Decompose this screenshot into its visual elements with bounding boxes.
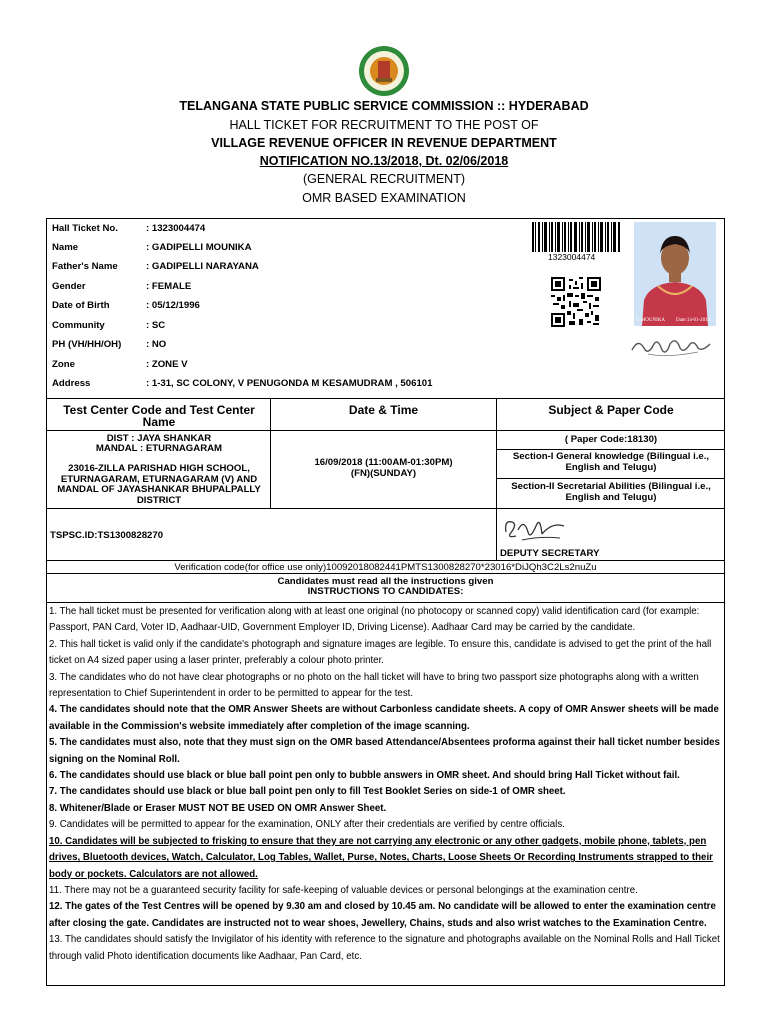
divider bbox=[496, 508, 497, 560]
center-name: 23016-ZILLA PARISHAD HIGH SCHOOL, ETURNAGARAM, ETURNAGARAM (V) AND MANDAL OF JAYASHANKAR BHUPALPALLY DISTRICT bbox=[57, 463, 261, 506]
exam-session: (FN)(SUNDAY) bbox=[350, 468, 417, 479]
label-father-name: Father's Name bbox=[52, 261, 118, 272]
value-father-name: : GADIPELLI NARAYANA bbox=[146, 261, 259, 272]
hall-ticket-title: HALL TICKET FOR RECRUITMENT TO THE POST OF bbox=[229, 118, 539, 132]
instructions-heading-2: INSTRUCTIONS TO CANDIDATES: bbox=[307, 586, 464, 597]
verification-code: Verification code(for office use only)10092018082441PMTS1300828270*23016*DiJQh3C2Ls2nuZu bbox=[174, 562, 597, 573]
instructions-list bbox=[49, 604, 721, 965]
tspsc-logo bbox=[358, 45, 410, 97]
label-address: Address bbox=[52, 378, 91, 389]
instruction-item: 4. The candidates should note that the OMR Answer Sheets are without Carbonless candidate sheets. A copy of OMR Answer sheets will be made available in the Commission's website immediately after completion of the image scanning. bbox=[49, 704, 719, 732]
label-ph: PH (VH/HH/OH) bbox=[52, 339, 122, 350]
deputy-secretary-signature bbox=[500, 512, 570, 546]
exam-date-time: 16/09/2018 (11:00AM-01:30PM) bbox=[314, 457, 453, 468]
header-test-center: Test Center Code and Test Center Name bbox=[63, 403, 255, 429]
instruction-item: 7. The candidates should use black or blue ball point pen only to fill Test Booklet Series on side-1 of OMR sheet. bbox=[49, 786, 566, 798]
instruction-item: 12. The gates of the Test Centres will be opened by 9.30 am and closed by 10.45 am. No candidate will be allowed to enter the examination centre after closing the gate. Candidates are instructed not to wear shoes, Jewellery, Chains, studs and also wrist watches to the Examination Centre. bbox=[49, 901, 716, 929]
label-hall-ticket: Hall Ticket No. bbox=[52, 223, 118, 234]
center-mandal: MANDAL : ETURNAGARAM bbox=[95, 443, 223, 454]
value-gender: : FEMALE bbox=[146, 281, 192, 292]
paper-code: ( Paper Code:18130) bbox=[564, 434, 658, 445]
barcode bbox=[532, 222, 620, 252]
value-dob: : 05/12/1996 bbox=[146, 300, 200, 311]
instruction-item: 10. Candidates will be subjected to frisking to ensure that they are not carrying any electronic or any other gadgets, mobile phone, tablets, pen drives, Bluetooth devices, Watch, Calculator, Log Tables, Wallet, Purse, Notes, Charts, Loose Sheets Or Recording Instruments strapped to their body or pockets. Calculators are not allowed. bbox=[49, 835, 713, 880]
candidate-signature bbox=[628, 332, 718, 362]
divider bbox=[496, 449, 725, 450]
candidate-photo bbox=[634, 222, 716, 326]
instruction-item: 11. There may not be a guaranteed security facility for safe-keeping of valuable devices or personal belongings at the examination centre. bbox=[49, 884, 638, 896]
divider bbox=[46, 573, 725, 574]
value-ph: : NO bbox=[146, 339, 167, 350]
value-hall-ticket: : 1323004474 bbox=[146, 223, 206, 234]
instructions-heading-1: Candidates must read all the instructions given bbox=[277, 576, 494, 587]
photo-date: Date:14-01-2018 bbox=[676, 318, 711, 323]
header-date-time: Date & Time bbox=[348, 403, 419, 417]
photo-caption: G.MOUNIKA bbox=[636, 318, 666, 323]
section-1: Section-I General knowledge (Bilingual i.e., English and Telugu) bbox=[512, 451, 710, 473]
value-community: : SC bbox=[146, 320, 166, 331]
label-name: Name bbox=[52, 242, 79, 253]
exam-type: OMR BASED EXAMINATION bbox=[302, 191, 466, 205]
label-zone: Zone bbox=[52, 359, 75, 370]
divider bbox=[496, 478, 725, 479]
divider bbox=[46, 602, 725, 603]
section-2: Section-II Secretarial Abilities (Bilingual i.e., English and Telugu) bbox=[511, 481, 711, 503]
value-name: : GADIPELLI MOUNIKA bbox=[146, 242, 252, 253]
instruction-item: 1. The hall ticket must be presented for verification along with at least one original (no photocopy or scanned copy) valid identification card (for example: Passport, PAN Card, Voter ID, Aadhaar-UID, Government Employer ID, Driving License). Aadhaar Card may be carried by the candidate. bbox=[49, 606, 700, 634]
instruction-item: 13. The candidates should satisfy the Invigilator of his identity with reference to the signature and photographs available on the Nominal Rolls and Hall Ticket through valid Photo identification documents like Aadhaar, Pan Card, etc. bbox=[49, 934, 720, 962]
post-title: VILLAGE REVENUE OFFICER IN REVENUE DEPARTMENT bbox=[211, 136, 557, 150]
instruction-item: 9. Candidates will be permitted to appear for the examination, ONLY after their credentials are verified by centre officials. bbox=[49, 819, 565, 831]
divider bbox=[46, 508, 725, 509]
qr-code bbox=[551, 277, 601, 327]
deputy-secretary: DEPUTY SECRETARY bbox=[500, 548, 600, 559]
divider bbox=[46, 398, 725, 399]
divider bbox=[46, 560, 725, 561]
divider bbox=[46, 430, 725, 431]
value-address: : 1-31, SC COLONY, V PENUGONDA M KESAMUDRAM , 506101 bbox=[146, 378, 433, 389]
label-community: Community bbox=[52, 320, 105, 331]
instruction-item: 6. The candidates should use black or blue ball point pen only to bubble answers in OMR sheet. And should bring Hall Ticket without fail. bbox=[49, 770, 680, 782]
notification-number: NOTIFICATION NO.13/2018, Dt. 02/06/2018 bbox=[259, 154, 509, 168]
center-dist: DIST : JAYA SHANKAR bbox=[106, 433, 212, 444]
tspsc-id: TSPSC.ID:TS1300828270 bbox=[50, 530, 164, 541]
instruction-item: 2. This hall ticket is valid only if the candidate's photograph and signature images are legible. To ensure this, candidate is advised to get the print of the hall ticket on A4 sized paper using a laser printer, preferably a colour photo printer. bbox=[49, 638, 712, 667]
label-gender: Gender bbox=[52, 281, 86, 292]
barcode-number: 1323004474 bbox=[548, 252, 596, 262]
instruction-item: 5. The candidates must also, note that they must sign on the OMR based Attendance/Absentees proforma against their hall ticket number besides signing on the Nominal Roll. bbox=[49, 737, 720, 765]
instruction-item: 3. The candidates who do not have clear photographs or no photo on the hall ticket will have to bring two passport size photographs along with a written representation to Chief Superintendent in order to be permitted to appear for the test. bbox=[49, 671, 699, 700]
commission-title: TELANGANA STATE PUBLIC SERVICE COMMISSION :: HYDERABAD bbox=[179, 99, 589, 113]
recruitment-type: (GENERAL RECRUITMENT) bbox=[302, 172, 466, 186]
instruction-item: 8. Whitener/Blade or Eraser MUST NOT BE USED ON OMR Answer Sheet. bbox=[49, 802, 387, 814]
label-dob: Date of Birth bbox=[52, 300, 110, 311]
value-zone: : ZONE V bbox=[146, 359, 188, 370]
header-subject: Subject & Paper Code bbox=[548, 403, 674, 417]
